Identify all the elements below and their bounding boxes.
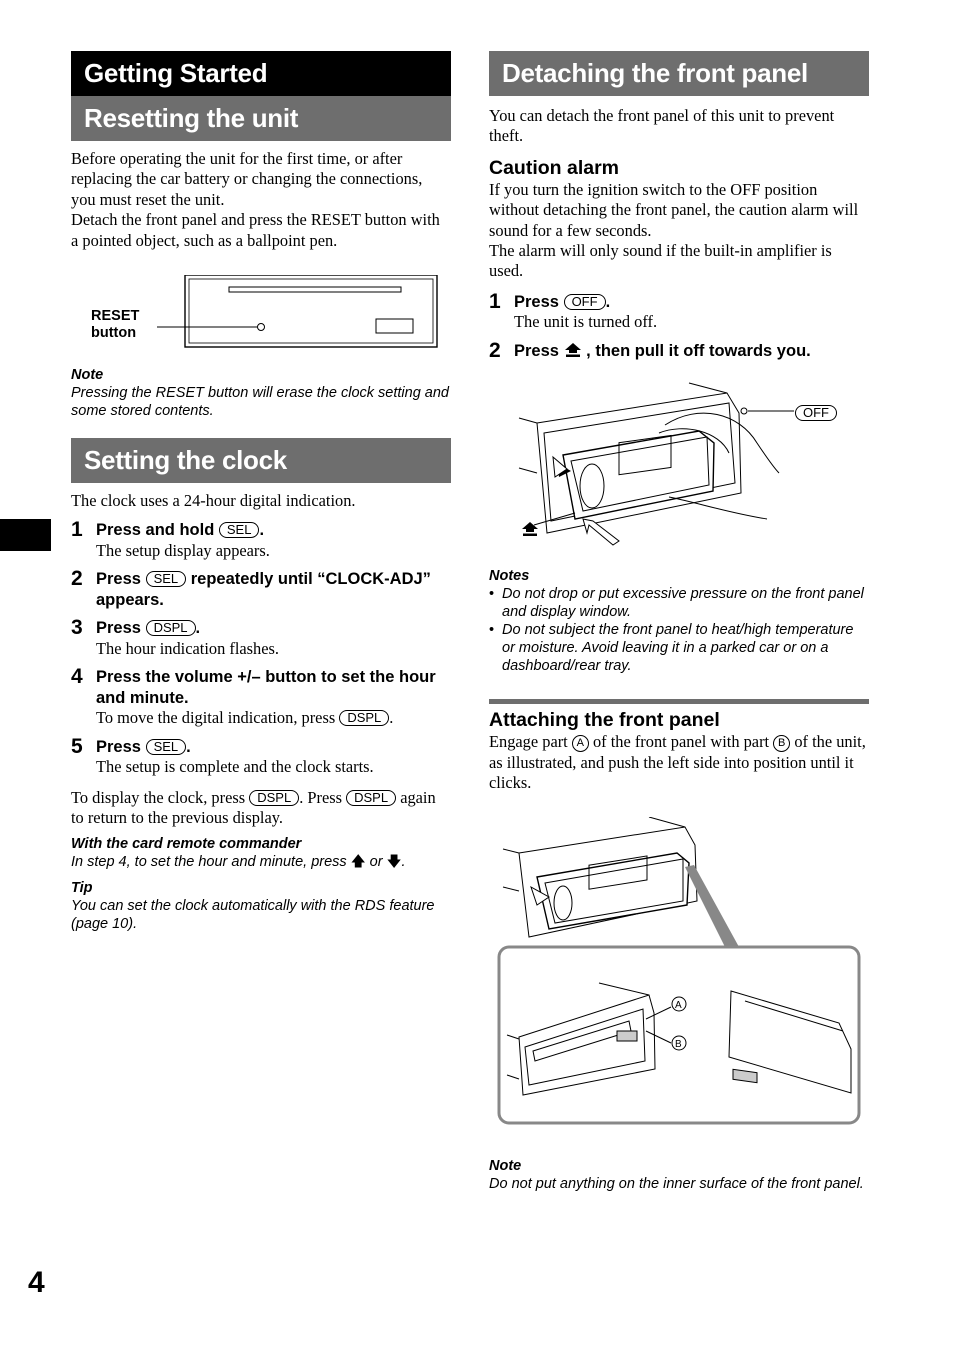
remote-commander-note — [71, 835, 451, 871]
step-number: 4 — [71, 665, 83, 689]
dspl-key: DSPL — [146, 620, 196, 636]
step-head-end: . — [195, 619, 201, 638]
attach-text-a: Engage part — [489, 732, 568, 752]
step-heading — [96, 520, 451, 541]
remote-or: or — [369, 854, 383, 871]
attach-note — [489, 1157, 869, 1193]
step-head-text: Press — [96, 570, 141, 589]
step-description: The setup display appears. — [96, 540, 270, 560]
display-text-a: To display the clock, press — [71, 787, 246, 807]
reset-illustration — [71, 275, 451, 373]
remote-end: . — [401, 854, 406, 871]
caution-paragraph — [489, 180, 869, 282]
left-column — [71, 51, 451, 933]
detach-step-2 — [489, 338, 869, 362]
step-head-end: repeatedly until “CLOCK-ADJ” appears. — [96, 570, 431, 609]
dspl-key: DSPL — [249, 790, 299, 806]
step-description — [96, 708, 451, 728]
tip-title: Tip — [71, 880, 93, 897]
dspl-key: DSPL — [339, 710, 389, 726]
step-head-end: . — [186, 737, 191, 756]
clock-steps — [71, 520, 451, 777]
release-button-icon — [564, 342, 587, 360]
remote-title: With the card remote commander — [71, 836, 302, 853]
step-head-end: , then pull it off towards you. — [586, 341, 811, 360]
page-number: 4 — [28, 1266, 45, 1299]
illustration-off-label: OFF — [795, 405, 837, 421]
detach-step-1 — [489, 289, 869, 333]
display-text-b: . Press — [299, 787, 342, 807]
note-item: • Do not drop or put excessive pressure on the front panel and display window. — [489, 585, 869, 621]
heading-detaching-front-panel: Detaching the front panel — [489, 51, 869, 96]
step-2 — [71, 569, 451, 610]
step-number: 5 — [71, 734, 83, 758]
heading-resetting-unit: Resetting the unit — [71, 96, 451, 141]
sel-key: SEL — [146, 571, 187, 587]
step-heading — [514, 292, 869, 313]
attach-paragraph — [489, 732, 869, 793]
step-number: 3 — [71, 616, 83, 640]
caution-text-1: If you turn the ignition switch to the OFF position without detaching the front panel, the caution alarm will sound for a few seconds. — [489, 179, 859, 240]
reset-note — [71, 366, 451, 420]
release-button-icon-graphic — [564, 342, 582, 358]
remote-text — [71, 853, 451, 871]
sel-key: SEL — [219, 522, 260, 538]
attach-section — [489, 699, 869, 793]
note-text: Do not put anything on the inner surface of the front panel. — [489, 1176, 864, 1193]
notes-title: Notes — [489, 568, 530, 585]
step-number: 2 — [489, 338, 501, 362]
section-header-getting-started: Getting Started — [71, 51, 451, 96]
step-head-text: Press — [96, 737, 141, 756]
step-desc-text: To move the digital indication, press — [96, 708, 336, 728]
step-heading: Press the volume +/– button to set the hour and minute. — [96, 668, 436, 707]
attaching-heading: Attaching the front panel — [489, 709, 720, 732]
attach-text-c: of the unit, as illustrated, and push the left side into position until it clicks. — [489, 732, 866, 793]
detach-intro: You can detach the front panel of this unit to prevent theft. — [489, 106, 835, 146]
note-title: Note — [489, 1158, 522, 1175]
heading-setting-clock: Setting the clock — [71, 438, 451, 483]
step-head-end: . — [259, 521, 265, 540]
step-head-text: Press — [514, 341, 559, 360]
detach-illustration — [489, 373, 869, 563]
attach-text-b: of the front panel with part — [592, 732, 770, 752]
dspl-key: DSPL — [346, 790, 396, 806]
display-text-c: again to return to the previous display. — [71, 787, 436, 827]
step-head-text: Press — [514, 292, 559, 311]
step-description: The setup is complete and the clock starts. — [96, 757, 374, 777]
tip — [71, 879, 451, 933]
clock-intro: The clock uses a 24-hour digital indication. — [71, 491, 356, 511]
unit-front-drawing — [71, 275, 451, 373]
step-heading — [96, 569, 451, 610]
right-column — [489, 51, 869, 1193]
reset-label-line2: button — [91, 325, 137, 342]
tip-text: You can set the clock automatically with the RDS feature (page 10). — [71, 898, 435, 933]
remote-text-a: In step 4, to set the hour and minute, press — [71, 854, 347, 871]
step-number: 2 — [71, 567, 83, 591]
step-head-end: . — [605, 292, 611, 311]
resetting-text-1: Before operating the unit for the first time, or after replacing the car battery or changing the connections, you must reset the unit. — [71, 149, 423, 209]
step-3 — [71, 618, 451, 659]
step-desc-end: . — [389, 708, 394, 728]
attach-illustration — [489, 817, 869, 1137]
step-1 — [71, 520, 451, 561]
step-heading — [96, 618, 451, 639]
note-text: Pressing the RESET button will erase the clock setting and some stored contents. — [71, 385, 449, 420]
step-description: The unit is turned off. — [514, 312, 658, 332]
resetting-paragraph — [71, 149, 451, 251]
step-heading — [514, 341, 869, 362]
sel-key: SEL — [146, 739, 187, 755]
svg-text:B: B — [675, 1039, 682, 1051]
off-key: OFF — [564, 294, 606, 310]
part-b-marker: B — [773, 735, 790, 752]
step-number: 1 — [489, 289, 501, 313]
step-5 — [71, 734, 451, 778]
step-head-text: Press — [96, 619, 141, 638]
note-item: • Do not subject the front panel to heat/high temperature or moisture. Avoid leaving it in a parked car or on a dashboard/rear tray. — [489, 621, 869, 675]
detach-panel-drawing — [489, 373, 869, 563]
note-title: Note — [71, 367, 104, 384]
detach-notes — [489, 567, 869, 675]
step-head-text: Press and hold — [96, 521, 215, 540]
reset-label-line1: RESET — [91, 308, 140, 325]
step-number: 1 — [71, 518, 83, 542]
svg-text:A: A — [675, 1000, 682, 1012]
step-4 — [71, 667, 451, 728]
section-tab-marker — [0, 519, 51, 551]
part-a-marker: A — [572, 735, 589, 752]
display-clock-paragraph — [71, 788, 451, 829]
step-description: The hour indication flashes. — [96, 638, 279, 658]
caution-alarm-heading: Caution alarm — [489, 156, 620, 179]
attach-panel-drawing — [489, 817, 869, 1137]
resetting-text-2: Detach the front panel and press the RESET button with a pointed object, such as a ballpoint pen. — [71, 210, 440, 250]
arrow-up-icon: 🡅 — [350, 854, 366, 871]
caution-text-2: The alarm will only sound if the built-in amplifier is used. — [489, 241, 832, 281]
step-heading — [96, 737, 451, 758]
arrow-down-icon: 🡇 — [386, 854, 402, 871]
